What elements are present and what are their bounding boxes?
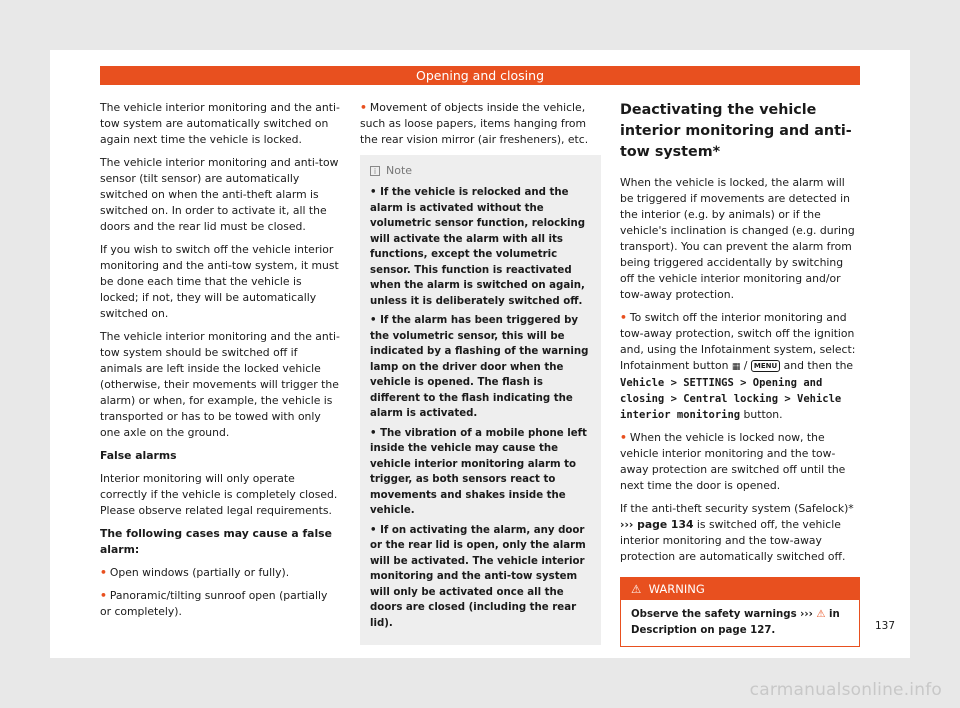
warning-triangle-icon: ⚠: [816, 609, 826, 620]
warning-text: Observe the safety warnings ››› ⚠ in Description on page 127.: [631, 609, 840, 636]
info-icon: i: [370, 166, 380, 176]
false-alarm-cases-heading: The following cases may cause a false alarm:: [100, 527, 332, 556]
false-alarms-heading: False alarms: [100, 449, 177, 462]
infotainment-grid-icon: ▦: [731, 362, 741, 372]
column-left: [100, 100, 340, 627]
column-middle: [360, 100, 601, 645]
paragraph: Interior monitoring will only operate correctly if the vehicle is completely closed. Please observe related legal requirements.: [100, 472, 338, 517]
warning-header: ⚠ WARNING: [621, 578, 859, 600]
warning-box: [620, 577, 860, 647]
bullet-icon: •: [100, 589, 107, 602]
bullet-icon: •: [360, 101, 367, 114]
note-header: i Note: [370, 163, 591, 179]
note-item: • If on activating the alarm, any door or the rear lid is open, only the alarm will be activated. The vehicle interior monitoring and the anti-tow system will only be activated once all the doors are closed (including the rear lid).: [370, 524, 586, 629]
watermark: carmanualsonline.info: [749, 680, 942, 700]
bullet-icon: •: [100, 566, 107, 579]
list-item: • To switch off the interior monitoring and tow-away protection, switch off the ignition and, using the Infotainment system, select: Infotainment button ▦ / MENU and then the Vehicle > SETTINGS > Opening and closing > Central locking > Vehicle interior monitoring button.: [620, 311, 856, 421]
note-item: • If the alarm has been triggered by the volumetric sensor, this will be indicated by a flashing of the warning lamp on the driver door when the vehicle is opened. The flash is different to the flash indicating the alarm is activated.: [370, 315, 589, 419]
page-reference-link[interactable]: ››› page 134: [620, 518, 694, 531]
note-box: [360, 155, 601, 645]
bullet-icon: •: [620, 311, 627, 324]
section-title: Deactivating the vehicle interior monitoring and anti-tow system*: [620, 102, 852, 160]
paragraph: The vehicle interior monitoring and the anti-tow system are automatically switched on again next time the vehicle is locked.: [100, 101, 340, 146]
paragraph: When the vehicle is locked, the alarm will be triggered if movements are detected in the interior (e.g. by animals) or if the vehicle's inclination is changed (e.g. during transport). You can prevent the alarm from being triggered accidentally by switching off the vehicle interior monitoring and/or tow-away protection.: [620, 176, 855, 301]
paragraph: The vehicle interior monitoring and the anti-tow system should be switched off if animals are left inside the locked vehicle (otherwise, their movements will trigger the alarm) or when, for example, the vehicle is transported or has to be towed with only one axle on the ground.: [100, 330, 340, 439]
list-item: • When the vehicle is locked now, the vehicle interior monitoring and the tow-away protection are switched off until the next time the door is opened.: [620, 431, 846, 492]
menu-button-icon: MENU: [751, 360, 780, 372]
chapter-header: Opening and closing: [100, 66, 860, 85]
note-item: • The vibration of a mobile phone left inside the vehicle may cause the vehicle interior monitoring alarm to trigger, as both sensors react to movements and shakes inside the vehicle.: [370, 427, 587, 516]
paragraph: The vehicle interior monitoring and anti-tow sensor (tilt sensor) are automatically switched on when the anti-theft alarm is switched on. In order to activate it, all the doors and the rear lid must be closed.: [100, 156, 339, 233]
list-item: • Movement of objects inside the vehicle, such as loose papers, items hanging from the rear vision mirror (air fresheners), etc.: [360, 101, 589, 146]
column-right: [620, 100, 860, 647]
bullet-icon: •: [620, 431, 627, 444]
note-item: • If the vehicle is relocked and the alarm is activated without the volumetric sensor function, relocking will activate the alarm with all its functions, except the volumetric sensor. This function is reactivated when the alarm is switched on again, unless it is deliberately switched off.: [370, 187, 586, 307]
page-number: 137: [874, 620, 895, 632]
menu-path: Vehicle > SETTINGS > Opening and closing > Central locking > Vehicle interior monitoring: [620, 377, 842, 421]
list-item: • Open windows (partially or fully).: [100, 566, 290, 579]
paragraph: If you wish to switch off the vehicle interior monitoring and the anti-tow system, it must be done each time that the vehicle is locked; if not, they will be automatically switched on.: [100, 243, 339, 320]
warning-icon: ⚠: [631, 582, 642, 596]
paragraph: If the anti-theft security system (Safelock)* ››› page 134 is switched off, the vehicle interior monitoring and the tow-away protection are automatically switched off.: [620, 502, 854, 563]
list-item: • Panoramic/tilting sunroof open (partially or completely).: [100, 589, 328, 618]
